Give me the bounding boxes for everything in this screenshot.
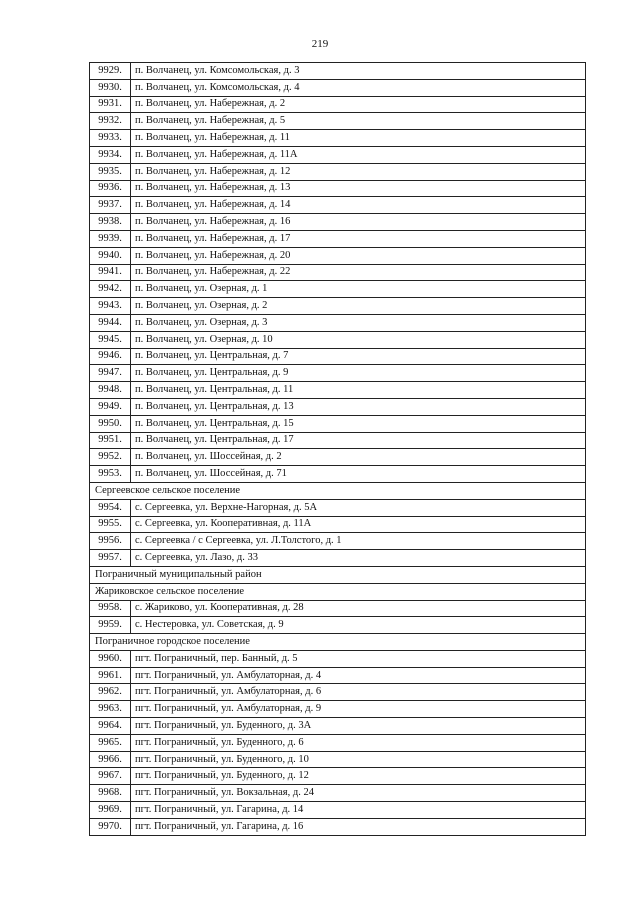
row-number: 9970. [90,818,131,835]
row-address: п. Волчанец, ул. Центральная, д. 13 [131,398,586,415]
table-row [90,314,586,331]
row-address: п. Волчанец, ул. Центральная, д. 11 [131,382,586,399]
table-row [90,96,586,113]
table-row [90,163,586,180]
row-number: 9958. [90,600,131,617]
section-title: Сергеевское сельское поселение [90,482,586,499]
address-table [89,62,586,836]
table-row [90,230,586,247]
row-address: п. Волчанец, ул. Центральная, д. 7 [131,348,586,365]
table-row [90,281,586,298]
table-row [90,617,586,634]
row-address: с. Сергеевка, ул. Лазо, д. 33 [131,550,586,567]
row-number: 9953. [90,466,131,483]
row-address: п. Волчанец, ул. Набережная, д. 2 [131,96,586,113]
row-address: п. Волчанец, ул. Шоссейная, д. 71 [131,466,586,483]
row-address: п. Волчанец, ул. Набережная, д. 22 [131,264,586,281]
row-number: 9935. [90,163,131,180]
row-address: п. Волчанец, ул. Набережная, д. 13 [131,180,586,197]
table-row [90,348,586,365]
row-number: 9941. [90,264,131,281]
table-row [90,180,586,197]
row-address: пгт. Пограничный, ул. Буденного, д. 12 [131,768,586,785]
row-number: 9964. [90,718,131,735]
row-number: 9950. [90,415,131,432]
row-number: 9930. [90,79,131,96]
row-number: 9936. [90,180,131,197]
row-address: п. Волчанец, ул. Набережная, д. 20 [131,247,586,264]
table-row [90,449,586,466]
table-row [90,785,586,802]
row-number: 9933. [90,130,131,147]
row-address: пгт. Пограничный, ул. Буденного, д. 3А [131,718,586,735]
table-row [90,432,586,449]
table-row [90,197,586,214]
row-number: 9961. [90,667,131,684]
row-number: 9951. [90,432,131,449]
row-address: с. Сергеевка, ул. Верхне-Нагорная, д. 5А [131,499,586,516]
section-title: Жариковское сельское поселение [90,583,586,600]
row-address: пгт. Пограничный, ул. Гагарина, д. 16 [131,818,586,835]
table-row [90,701,586,718]
table-row [90,264,586,281]
row-number: 9945. [90,331,131,348]
row-address: п. Волчанец, ул. Набережная, д. 5 [131,113,586,130]
row-number: 9943. [90,298,131,315]
row-number: 9966. [90,751,131,768]
table-row [90,79,586,96]
section-row [90,634,586,651]
row-number: 9962. [90,684,131,701]
row-number: 9937. [90,197,131,214]
row-number: 9963. [90,701,131,718]
row-address: пгт. Пограничный, ул. Буденного, д. 10 [131,751,586,768]
row-address: п. Волчанец, ул. Центральная, д. 17 [131,432,586,449]
row-address: п. Волчанец, ул. Набережная, д. 11 [131,130,586,147]
row-address: п. Волчанец, ул. Набережная, д. 11А [131,146,586,163]
row-number: 9957. [90,550,131,567]
table-row [90,331,586,348]
row-address: п. Волчанец, ул. Озерная, д. 2 [131,298,586,315]
row-address: пгт. Пограничный, ул. Буденного, д. 6 [131,734,586,751]
section-row [90,482,586,499]
row-number: 9954. [90,499,131,516]
row-number: 9938. [90,214,131,231]
table-row [90,298,586,315]
row-address: п. Волчанец, ул. Комсомольская, д. 4 [131,79,586,96]
row-address: п. Волчанец, ул. Озерная, д. 1 [131,281,586,298]
row-number: 9967. [90,768,131,785]
table-row [90,818,586,835]
table-row [90,768,586,785]
row-number: 9934. [90,146,131,163]
row-address: п. Волчанец, ул. Озерная, д. 10 [131,331,586,348]
table-row [90,466,586,483]
row-address: п. Волчанец, ул. Набережная, д. 14 [131,197,586,214]
row-number: 9939. [90,230,131,247]
row-number: 9965. [90,734,131,751]
section-row [90,583,586,600]
row-address: п. Волчанец, ул. Центральная, д. 9 [131,365,586,382]
row-number: 9959. [90,617,131,634]
table-row [90,146,586,163]
row-address: с. Нестеровка, ул. Советская, д. 9 [131,617,586,634]
table-row [90,667,586,684]
row-number: 9932. [90,113,131,130]
section-title: Пограничное городское поселение [90,634,586,651]
row-address: п. Волчанец, ул. Набережная, д. 16 [131,214,586,231]
row-number: 9944. [90,314,131,331]
table-row [90,113,586,130]
table-row [90,382,586,399]
row-address: пгт. Пограничный, ул. Амбулаторная, д. 4 [131,667,586,684]
row-address: с. Сергеевка, ул. Кооперативная, д. 11А [131,516,586,533]
row-address: п. Волчанец, ул. Набережная, д. 12 [131,163,586,180]
table-row [90,415,586,432]
table-row [90,684,586,701]
row-number: 9955. [90,516,131,533]
row-address: пгт. Пограничный, ул. Амбулаторная, д. 6 [131,684,586,701]
row-address: п. Волчанец, ул. Набережная, д. 17 [131,230,586,247]
table-row [90,499,586,516]
table-row [90,718,586,735]
row-address: п. Волчанец, ул. Комсомольская, д. 3 [131,63,586,80]
table-row [90,63,586,80]
row-number: 9931. [90,96,131,113]
page-number: 219 [311,38,329,50]
row-number: 9960. [90,650,131,667]
row-number: 9952. [90,449,131,466]
table-row [90,802,586,819]
table-row [90,650,586,667]
table-row [90,516,586,533]
row-address: пгт. Пограничный, ул. Амбулаторная, д. 9 [131,701,586,718]
row-address: с. Сергеевка / с Сергеевка, ул. Л.Толстого, д. 1 [131,533,586,550]
table-row [90,398,586,415]
table-row [90,734,586,751]
row-address: п. Волчанец, ул. Озерная, д. 3 [131,314,586,331]
section-row [90,566,586,583]
table-row [90,247,586,264]
row-address: с. Жариково, ул. Кооперативная, д. 28 [131,600,586,617]
row-address: п. Волчанец, ул. Центральная, д. 15 [131,415,586,432]
row-number: 9948. [90,382,131,399]
row-number: 9949. [90,398,131,415]
row-number: 9947. [90,365,131,382]
row-address: пгт. Пограничный, ул. Вокзальная, д. 24 [131,785,586,802]
row-address: пгт. Пограничный, пер. Банный, д. 5 [131,650,586,667]
table-row [90,214,586,231]
row-number: 9956. [90,533,131,550]
row-number: 9942. [90,281,131,298]
row-address: пгт. Пограничный, ул. Гагарина, д. 14 [131,802,586,819]
table-row [90,533,586,550]
table-row [90,365,586,382]
table-row [90,550,586,567]
table-row [90,751,586,768]
row-number: 9946. [90,348,131,365]
row-number: 9940. [90,247,131,264]
section-title: Пограничный муниципальный район [90,566,586,583]
address-table-body [90,63,586,836]
row-number: 9969. [90,802,131,819]
row-number: 9968. [90,785,131,802]
table-row [90,130,586,147]
table-row [90,600,586,617]
row-number: 9929. [90,63,131,80]
row-address: п. Волчанец, ул. Шоссейная, д. 2 [131,449,586,466]
